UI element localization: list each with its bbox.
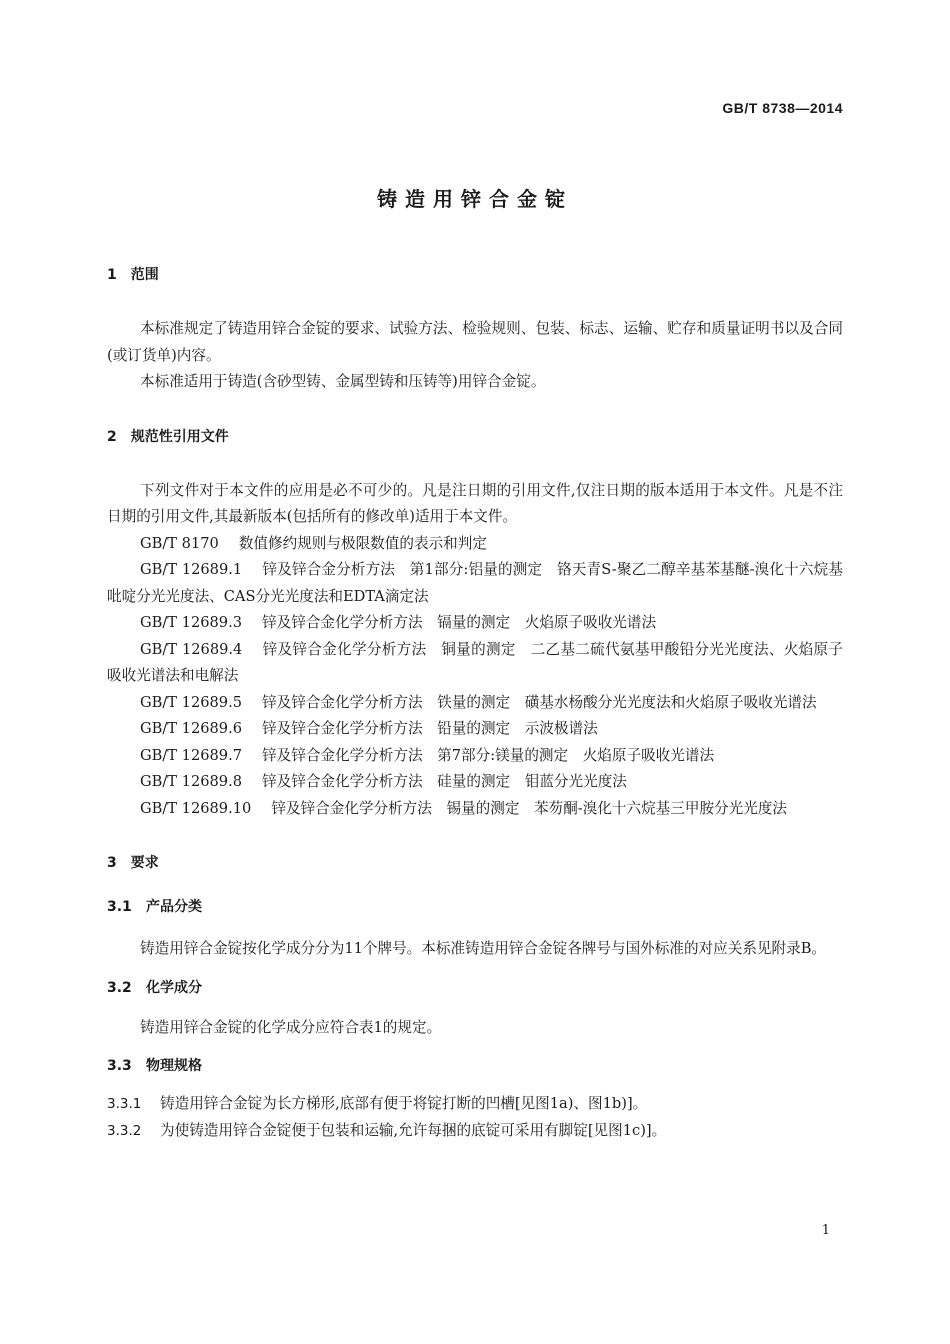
reference-item xyxy=(107,637,843,690)
reference-item xyxy=(107,557,843,610)
reference-code: GB/T 12689.6 xyxy=(140,720,243,737)
reference-title: 锌及锌合金化学分析方法 铜量的测定 二乙基二硫代氨基甲酸铅分光光度法、火焰原子吸收光谱法和电解法 xyxy=(107,640,843,684)
subsection-number: 3.2 xyxy=(107,979,132,996)
standard-code: GB/T 8738—2014 xyxy=(722,100,843,116)
clause-text: 为使铸造用锌合金锭便于包装和运输,允许每捆的底锭可采用有脚锭[见图1c)]。 xyxy=(160,1121,667,1139)
section-1-paragraph-1: 本标准规定了铸造用锌合金锭的要求、试验方法、检验规则、包装、标志、运输、贮存和质量证明书以及合同(或订货单)内容。 xyxy=(107,320,843,364)
subsection-title: 化学成分 xyxy=(146,979,202,996)
reference-title: 锌及锌合金化学分析方法 镉量的测定 火焰原子吸收光谱法 xyxy=(262,614,657,631)
reference-code: GB/T 12689.4 xyxy=(140,640,243,658)
reference-code: GB/T 12689.8 xyxy=(140,773,243,790)
reference-code: GB/T 12689.5 xyxy=(140,693,243,711)
reference-code: GB/T 12689.3 xyxy=(140,614,243,631)
subsection-3-1-heading xyxy=(107,894,843,920)
reference-title: 锌及锌合金化学分析方法 铅量的测定 示波极谱法 xyxy=(262,720,598,737)
section-number: 3 xyxy=(107,855,117,871)
reference-title: 锌及锌合金化学分析方法 铁量的测定 磺基水杨酸分光光度法和火焰原子吸收光谱法 xyxy=(262,693,817,711)
reference-code: GB/T 12689.7 xyxy=(140,746,243,764)
reference-code: GB/T 12689.1 xyxy=(140,561,243,578)
section-number: 1 xyxy=(107,267,117,283)
subsection-3-1-text: 铸造用锌合金锭按化学成分分为11个牌号。本标准铸造用锌合金锭各牌号与国外标准的对应关系见附录B。 xyxy=(140,940,827,957)
subsection-3-2-heading xyxy=(107,975,843,1001)
clause-3-3-2 xyxy=(107,1118,843,1145)
section-title: 范围 xyxy=(130,267,159,283)
section-2-intro: 下列文件对于本文件的应用是必不可少的。凡是注日期的引用文件,仅注日期的版本适用于本文件。凡是不注日期的引用文件,其最新版本(包括所有的修改单)适用于本文件。 xyxy=(107,481,843,525)
document-body xyxy=(107,262,843,1144)
reference-item xyxy=(107,743,843,770)
subsection-3-2-text: 铸造用锌合金锭的化学成分应符合表1的规定。 xyxy=(140,1018,442,1036)
subsection-title: 物理规格 xyxy=(146,1058,202,1074)
section-1-paragraph-2: 本标准适用于铸造(含砂型铸、金属型铸和压铸等)用锌合金锭。 xyxy=(140,373,546,390)
reference-item xyxy=(107,610,843,637)
section-title: 规范性引用文件 xyxy=(130,428,229,445)
reference-title: 锌及锌合金化学分析方法 第7部分:镁量的测定 火焰原子吸收光谱法 xyxy=(262,746,715,764)
subsection-3-3-heading xyxy=(107,1053,843,1079)
reference-code: GB/T 8170 xyxy=(140,534,219,552)
subsection-number: 3.3 xyxy=(107,1058,132,1074)
reference-title: 锌及锌合金化学分析方法 锡量的测定 苯芴酮-溴化十六烷基三甲胺分光光度法 xyxy=(271,799,788,817)
reference-item xyxy=(107,796,843,823)
clause-number: 3.3.1 xyxy=(107,1096,142,1112)
section-1-heading xyxy=(107,262,843,288)
section-title: 要求 xyxy=(130,855,159,871)
section-number: 2 xyxy=(107,428,117,445)
reference-item xyxy=(107,716,843,743)
reference-title: 锌及锌合金分析方法 第1部分:铝量的测定 铬天青S-聚乙二醇辛基苯基醚-溴化十六烷基吡啶分光光度法、CAS分光光度法和EDTA滴定法 xyxy=(107,561,843,605)
section-2-heading xyxy=(107,424,843,450)
clause-text: 铸造用锌合金锭为长方梯形,底部有便于将锭打断的凹槽[见图1a)、图1b)]。 xyxy=(160,1095,648,1112)
clause-3-3-1 xyxy=(107,1091,843,1118)
section-3-heading xyxy=(107,850,843,876)
reference-item xyxy=(107,531,843,558)
subsection-number: 3.1 xyxy=(107,899,132,915)
document-title: 铸造用锌合金锭 xyxy=(377,187,573,211)
reference-item xyxy=(107,690,843,717)
reference-item xyxy=(107,769,843,796)
clause-number: 3.3.2 xyxy=(107,1122,142,1139)
reference-title: 数值修约规则与极限数值的表示和判定 xyxy=(238,534,487,552)
page-number: 1 xyxy=(821,1223,830,1238)
reference-title: 锌及锌合金化学分析方法 硅量的测定 钼蓝分光光度法 xyxy=(262,773,627,790)
subsection-title: 产品分类 xyxy=(146,899,202,915)
reference-code: GB/T 12689.10 xyxy=(140,799,252,817)
